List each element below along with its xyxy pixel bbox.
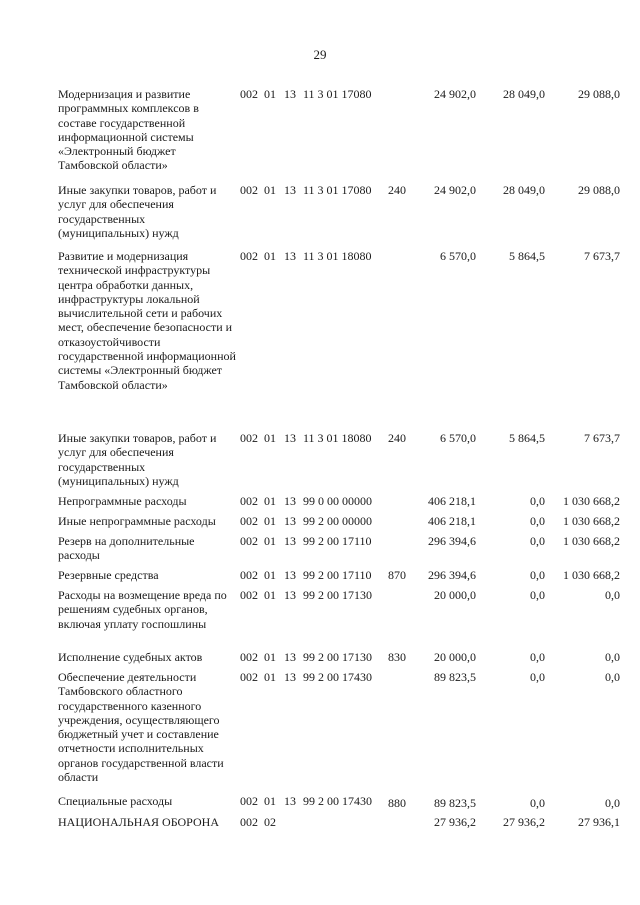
section-code: 01 xyxy=(264,650,276,664)
amount-year-3: 1 030 668,2 xyxy=(563,568,620,582)
amount-year-1: 89 823,5 xyxy=(434,796,476,810)
row-name: Специальные расходы xyxy=(58,794,173,808)
amount-year-1: 27 936,2 xyxy=(434,815,476,829)
amount-year-2: 0,0 xyxy=(530,670,545,684)
section-code: 01 xyxy=(264,534,276,548)
amount-year-3: 0,0 xyxy=(605,670,620,684)
subsection-code: 13 xyxy=(284,568,296,582)
subsection-code: 13 xyxy=(284,794,296,808)
amount-year-3: 0,0 xyxy=(605,650,620,664)
row-name: Исполнение судебных актов xyxy=(58,650,203,664)
amount-year-2: 0,0 xyxy=(530,534,545,548)
target-article-code: 99 2 00 00000 xyxy=(303,514,372,528)
row-name: Иные закупки товаров, работ и услуг для обеспечения государственных (муниципальных) нужд xyxy=(58,431,217,488)
amount-year-3: 0,0 xyxy=(605,796,620,810)
amount-year-2: 0,0 xyxy=(530,796,545,810)
expense-type-code: 870 xyxy=(388,568,406,582)
target-article-code: 99 2 00 17430 xyxy=(303,794,372,808)
ministry-code: 002 xyxy=(240,794,258,808)
amount-year-3: 7 673,7 xyxy=(584,249,620,263)
amount-year-3: 7 673,7 xyxy=(584,431,620,445)
amount-year-1: 20 000,0 xyxy=(434,650,476,664)
expense-type-code: 240 xyxy=(388,183,406,197)
amount-year-2: 0,0 xyxy=(530,514,545,528)
row-name: Расходы на возмещение вреда по решениям судебных органов, включая уплату госпошлины xyxy=(58,588,227,631)
section-code: 01 xyxy=(264,183,276,197)
section-code: 01 xyxy=(264,794,276,808)
amount-year-1: 296 394,6 xyxy=(428,534,476,548)
row-name: Обеспечение деятельности Тамбовского областного государственного казенного учреждения, осуществляющего бюджетный учет и составление отчетности исполнительных органов государственной власти области xyxy=(58,670,224,785)
ministry-code: 002 xyxy=(240,815,258,829)
ministry-code: 002 xyxy=(240,568,258,582)
amount-year-1: 24 902,0 xyxy=(434,87,476,101)
subsection-code: 13 xyxy=(284,249,296,263)
amount-year-1: 20 000,0 xyxy=(434,588,476,602)
section-code: 01 xyxy=(264,87,276,101)
amount-year-3: 0,0 xyxy=(605,588,620,602)
amount-year-1: 6 570,0 xyxy=(440,431,476,445)
section-code: 01 xyxy=(264,249,276,263)
amount-year-2: 0,0 xyxy=(530,650,545,664)
subsection-code: 13 xyxy=(284,670,296,684)
amount-year-2: 0,0 xyxy=(530,494,545,508)
subsection-code: 13 xyxy=(284,87,296,101)
subsection-code: 13 xyxy=(284,514,296,528)
row-name: НАЦИОНАЛЬНАЯ ОБОРОНА xyxy=(58,815,219,829)
ministry-code: 002 xyxy=(240,249,258,263)
row-name: Иные непрограммные расходы xyxy=(58,514,216,528)
target-article-code: 99 0 00 00000 xyxy=(303,494,372,508)
ministry-code: 002 xyxy=(240,588,258,602)
amount-year-3: 29 088,0 xyxy=(578,183,620,197)
target-article-code: 99 2 00 17130 xyxy=(303,650,372,664)
row-name: Непрограммные расходы xyxy=(58,494,187,508)
amount-year-2: 27 936,2 xyxy=(503,815,545,829)
subsection-code: 13 xyxy=(284,588,296,602)
amount-year-1: 24 902,0 xyxy=(434,183,476,197)
ministry-code: 002 xyxy=(240,431,258,445)
section-code: 01 xyxy=(264,588,276,602)
target-article-code: 99 2 00 17110 xyxy=(303,568,372,582)
amount-year-1: 89 823,5 xyxy=(434,670,476,684)
section-code: 01 xyxy=(264,670,276,684)
target-article-code: 99 2 00 17130 xyxy=(303,588,372,602)
section-code: 02 xyxy=(264,815,276,829)
target-article-code: 11 3 01 18080 xyxy=(303,249,372,263)
target-article-code: 11 3 01 18080 xyxy=(303,431,372,445)
section-code: 01 xyxy=(264,514,276,528)
expense-type-code: 830 xyxy=(388,650,406,664)
ministry-code: 002 xyxy=(240,650,258,664)
section-code: 01 xyxy=(264,494,276,508)
subsection-code: 13 xyxy=(284,494,296,508)
row-name: Развитие и модернизация технической инфраструктуры центра обработки данных, инфраструктуры локальной вычислительной сети и рабочих мест, обеспечение безопасности и отказоустойчивости государственной информационной системы «Электронный бюджет Тамбовской области» xyxy=(58,249,236,392)
expense-type-code: 880 xyxy=(388,796,406,810)
amount-year-1: 406 218,1 xyxy=(428,494,476,508)
ministry-code: 002 xyxy=(240,670,258,684)
row-name: Иные закупки товаров, работ и услуг для обеспечения государственных (муниципальных) нужд xyxy=(58,183,217,240)
subsection-code: 13 xyxy=(284,431,296,445)
section-code: 01 xyxy=(264,431,276,445)
amount-year-1: 296 394,6 xyxy=(428,568,476,582)
page-number: 29 xyxy=(313,47,327,62)
ministry-code: 002 xyxy=(240,534,258,548)
ministry-code: 002 xyxy=(240,514,258,528)
amount-year-2: 5 864,5 xyxy=(509,431,545,445)
amount-year-2: 0,0 xyxy=(530,588,545,602)
amount-year-3: 1 030 668,2 xyxy=(563,494,620,508)
target-article-code: 11 3 01 17080 xyxy=(303,183,372,197)
target-article-code: 99 2 00 17430 xyxy=(303,670,372,684)
amount-year-3: 27 936,1 xyxy=(578,815,620,829)
amount-year-3: 29 088,0 xyxy=(578,87,620,101)
ministry-code: 002 xyxy=(240,494,258,508)
target-article-code: 11 3 01 17080 xyxy=(303,87,372,101)
amount-year-2: 28 049,0 xyxy=(503,87,545,101)
amount-year-3: 1 030 668,2 xyxy=(563,514,620,528)
target-article-code: 99 2 00 17110 xyxy=(303,534,372,548)
amount-year-1: 6 570,0 xyxy=(440,249,476,263)
amount-year-2: 0,0 xyxy=(530,568,545,582)
section-code: 01 xyxy=(264,568,276,582)
row-name: Резерв на дополнительные расходы xyxy=(58,534,195,563)
subsection-code: 13 xyxy=(284,183,296,197)
amount-year-1: 406 218,1 xyxy=(428,514,476,528)
subsection-code: 13 xyxy=(284,534,296,548)
amount-year-2: 28 049,0 xyxy=(503,183,545,197)
amount-year-3: 1 030 668,2 xyxy=(563,534,620,548)
subsection-code: 13 xyxy=(284,650,296,664)
row-name: Модернизация и развитие программных комплексов в составе государственной информационной системы «Электронный бюджет Тамбовской области» xyxy=(58,87,199,173)
amount-year-2: 5 864,5 xyxy=(509,249,545,263)
ministry-code: 002 xyxy=(240,183,258,197)
row-name: Резервные средства xyxy=(58,568,159,582)
expense-type-code: 240 xyxy=(388,431,406,445)
ministry-code: 002 xyxy=(240,87,258,101)
